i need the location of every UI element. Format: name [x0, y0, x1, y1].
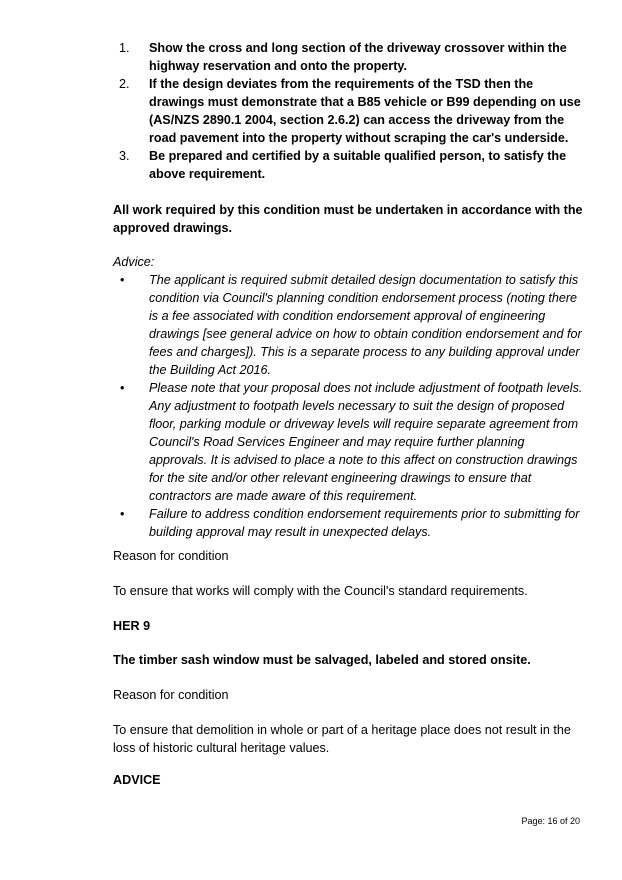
list-item — [113, 379, 583, 505]
list-item — [113, 271, 583, 379]
list-number: 3. — [119, 149, 130, 163]
reason-text: To ensure that demolition in whole or part of a heritage place does not result in the loss of historic cultural heritage values. — [113, 723, 571, 755]
section-heading: HER 9 — [113, 619, 151, 633]
list-text: Be prepared and certified by a suitable qualified person, to satisfy the above requirement. — [149, 149, 567, 181]
bullet-text: The applicant is required submit detailed design documentation to satisfy this condition via Council's planning condition endorsement process (noting there is a fee associated with condition endorsement approval of engineering drawings [see general advice on how to obtain condition endorsement and for fees and charges]). This is a separate process to any building approval under the Building Act 2016. — [149, 273, 582, 377]
bullet-text: Failure to address condition endorsement requirements prior to submitting for building approval may result in unexpected delays. — [149, 507, 580, 539]
list-item — [113, 75, 583, 147]
advice-bullets — [113, 271, 583, 541]
list-item — [113, 505, 583, 541]
reason-text: To ensure that works will comply with the Council's standard requirements. — [113, 584, 528, 598]
advice-heading: ADVICE — [113, 773, 161, 787]
bullet-icon: • — [120, 507, 125, 521]
list-number: 2. — [119, 77, 130, 91]
list-item — [113, 39, 583, 75]
bullet-icon: • — [120, 381, 125, 395]
bullet-text: Please note that your proposal does not include adjustment of footpath levels. Any adjustment to footpath levels necessary to suit the design of proposed floor, parking module or driveway levels will require separate agreement from Council's Road Services Engineer and may require further planning approvals. It is advised to place a note to this affect on construction drawings for the site and/or other relevant engineering drawings to ensure that contractors are made aware of this requirement. — [149, 381, 583, 503]
page-number: Page: 16 of 20 — [521, 816, 580, 826]
list-item — [113, 147, 583, 183]
condition-text: The timber sash window must be salvaged, labeled and stored onsite. — [113, 653, 531, 667]
list-number: 1. — [119, 41, 130, 55]
all-work-statement: All work required by this condition must be undertaken in accordance with the approved drawings. — [113, 203, 583, 235]
reason-label: Reason for condition — [113, 549, 229, 563]
advice-label: Advice: — [113, 255, 155, 269]
list-text: Show the cross and long section of the driveway crossover within the highway reservation and onto the property. — [149, 41, 567, 73]
reason-label: Reason for condition — [113, 688, 229, 702]
requirements-list — [113, 39, 583, 183]
bullet-icon: • — [120, 273, 125, 287]
list-text: If the design deviates from the requirements of the TSD then the drawings must demonstrate that a B85 vehicle or B99 depending on use (AS/NZS 2890.1 2004, section 2.6.2) can access the driveway from the road pavement into the property without scraping the car's underside. — [149, 77, 581, 145]
